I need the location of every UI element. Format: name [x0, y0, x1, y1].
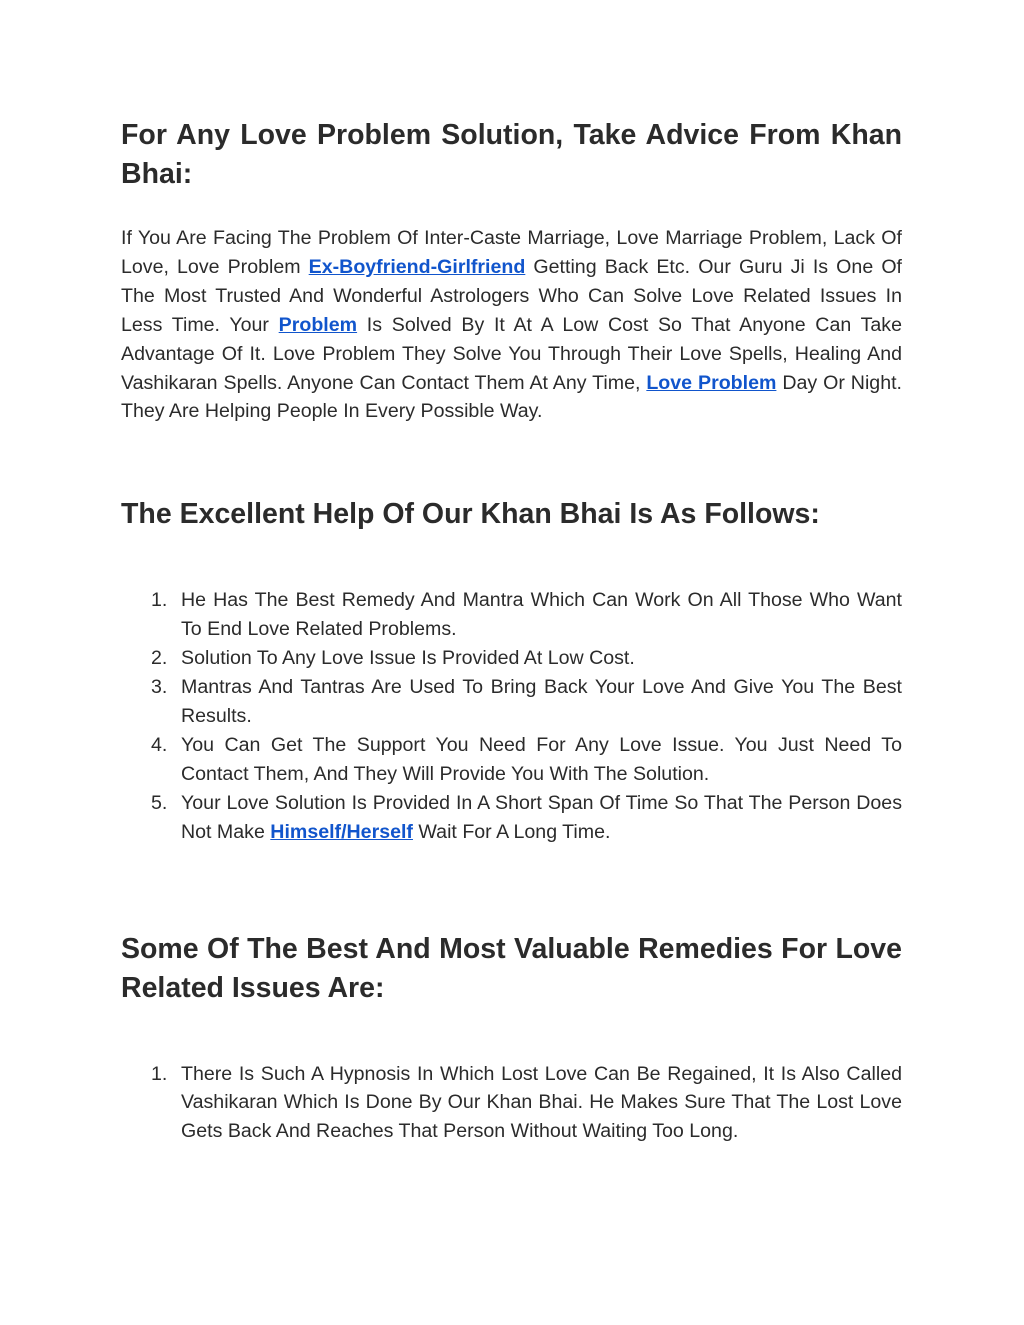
- paragraph-text: Is Solved By It At A Low Cost So That Anyone Can Take Advantage Of It. Love Problem They Solve You Through Their Love Spells, Healing And Vashikaran Spells. Anyone Can Contact Them At Any Time,: [121, 313, 902, 394]
- list-item: [151, 673, 902, 731]
- list-item: [151, 731, 902, 789]
- paragraph-text: If You Are Facing The Problem Of Inter-Caste Marriage, Love Marriage Problem, Lack Of Love, Love Problem: [121, 227, 902, 278]
- list-number: 1.: [151, 589, 168, 612]
- list-item-text: Your Love Solution Is Provided In A Short Span Of Time So That The Person Does Not Make: [181, 791, 902, 843]
- intro-paragraph: [121, 224, 902, 426]
- remedies-list: [121, 1060, 902, 1147]
- section-heading-love-problem-solution: For Any Love Problem Solution, Take Advice From Khan Bhai:: [121, 119, 902, 190]
- paragraph-text: Getting Back Etc. Our Guru Ji Is One Of The Most Trusted And Wonderful Astrologers Who Can Solve Love Related Issues In Less Time. Your: [121, 255, 902, 336]
- list-number: 1.: [151, 1062, 168, 1085]
- list-item-text: Wait For A Long Time.: [412, 820, 611, 843]
- list-item-text: You Can Get The Support You Need For Any Love Issue. You Just Need To Contact Them, And They Will Provide You With The Solution.: [181, 733, 902, 785]
- list-number: 2.: [151, 647, 168, 670]
- love-problem-link[interactable]: Love Problem: [646, 371, 777, 394]
- list-number: 4.: [151, 733, 168, 756]
- list-item: [151, 789, 902, 847]
- list-item-text: There Is Such A Hypnosis In Which Lost Love Can Be Regained, It Is Also Called Vashikaran Which Is Done By Our Khan Bhai. He Makes Sure That The Lost Love Gets Back And Reaches That Person Without Waiting Too Long.: [181, 1062, 902, 1143]
- paragraph-text: Day Or Night. They Are Helping People In Every Possible Way.: [121, 371, 902, 423]
- section-heading-valuable-remedies: Some Of The Best And Most Valuable Remedies For Love Related Issues Are:: [121, 932, 902, 1004]
- help-list: [121, 586, 902, 846]
- problem-link[interactable]: Problem: [278, 313, 358, 336]
- ex-boyfriend-girlfriend-link[interactable]: Ex-Boyfriend-Girlfriend: [308, 255, 526, 278]
- list-item-text: He Has The Best Remedy And Mantra Which Can Work On All Those Who Want To End Love Related Problems.: [181, 589, 902, 641]
- list-item-text: Mantras And Tantras Are Used To Bring Back Your Love And Give You The Best Results.: [181, 676, 902, 727]
- list-number: 5.: [151, 791, 168, 814]
- list-item: [151, 644, 902, 673]
- list-item: [151, 586, 902, 644]
- list-number: 3.: [151, 676, 168, 699]
- section-heading-excellent-help: The Excellent Help Of Our Khan Bhai Is As Follows:: [121, 498, 820, 531]
- himself-herself-link[interactable]: Himself/Herself: [270, 820, 413, 843]
- document-page: [121, 116, 902, 1146]
- list-item-text: Solution To Any Love Issue Is Provided At Low Cost.: [181, 647, 635, 670]
- list-item: [151, 1060, 902, 1147]
